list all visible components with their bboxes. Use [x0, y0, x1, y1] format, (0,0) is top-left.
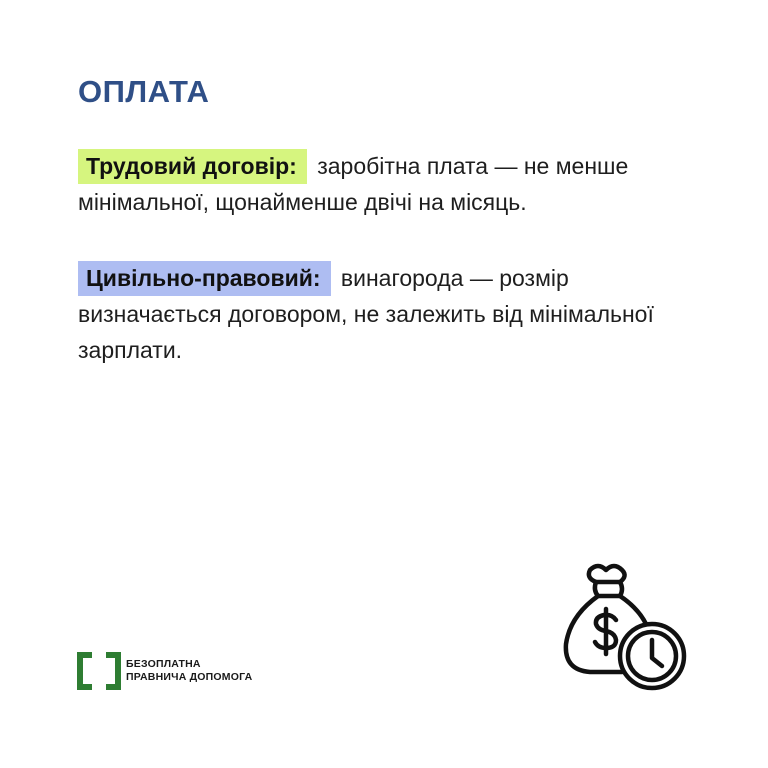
labor-contract-paragraph — [78, 148, 698, 220]
civil-contract-term: Цивільно-правовий: — [78, 261, 331, 296]
bracket-logo-icon — [76, 652, 122, 690]
logo-line-1: БЕЗОПЛАТНА — [126, 658, 201, 670]
logo-text — [126, 658, 252, 684]
money-bag-clock-icon — [558, 558, 690, 692]
logo-line-2: ПРАВНИЧА ДОПОМОГА — [126, 671, 253, 683]
civil-contract-text: винагорода — розмір визначається договором, не залежить від мінімальної зарплати. — [78, 265, 654, 363]
page-title: ОПЛАТА — [78, 74, 210, 109]
labor-contract-text: заробітна плата — не менше мінімальної, щонайменше двічі на місяць. — [78, 153, 629, 215]
civil-contract-paragraph — [78, 260, 698, 368]
organization-logo — [76, 652, 252, 690]
labor-contract-term: Трудовий договір: — [78, 149, 307, 184]
